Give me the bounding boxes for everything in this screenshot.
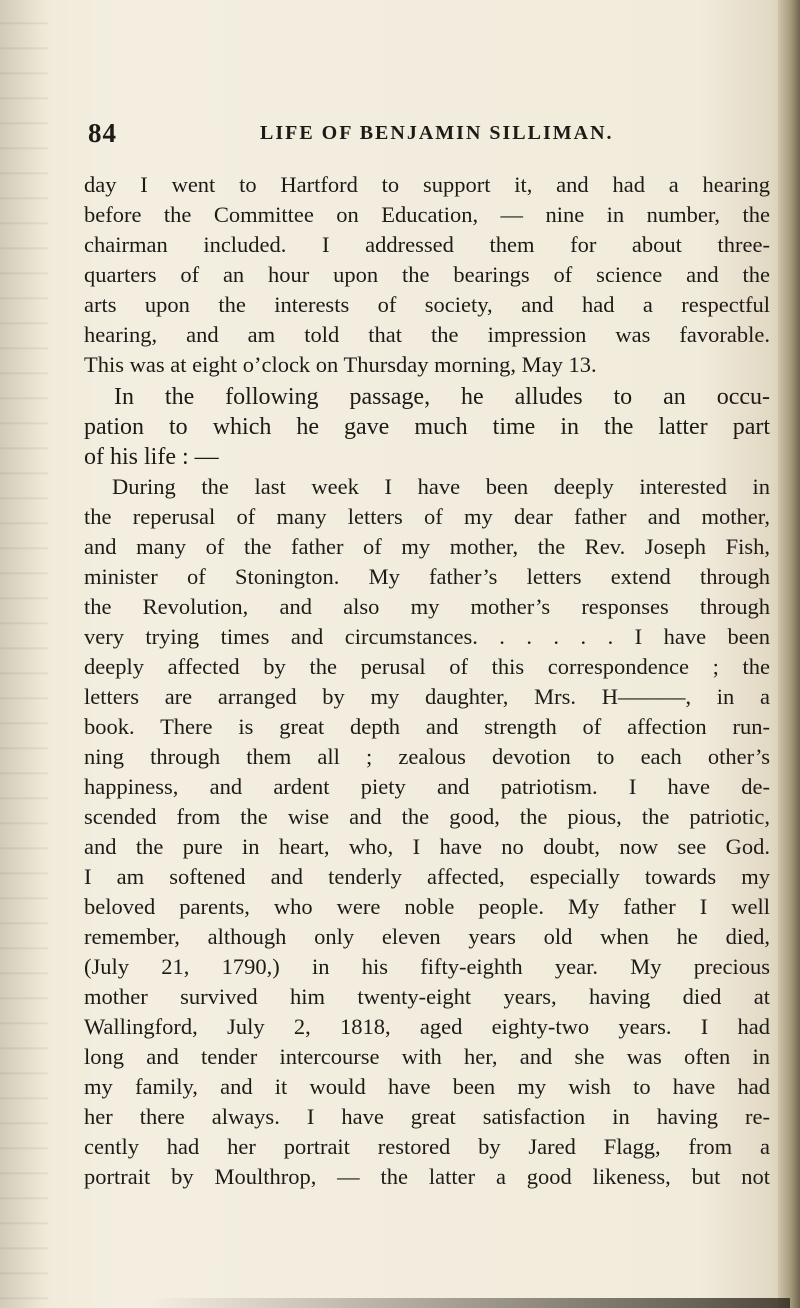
text-line: Wallingford, July 2, 1818, aged eighty-two years. I had	[84, 1014, 770, 1039]
paragraph-letter-excerpt	[84, 170, 770, 380]
page-number: 84	[88, 118, 117, 148]
text-line: letters are arranged by my daughter, Mrs. H———, in a	[84, 684, 770, 709]
text-line: beloved parents, who were noble people. My father I well	[84, 894, 770, 919]
text-line: scended from the wise and the good, the pious, the patriotic,	[84, 804, 770, 829]
text-line: before the Committee on Education, — nine in number, the	[84, 202, 770, 227]
text-line: of his life : —	[84, 444, 219, 470]
text-line: During the last week I have been deeply interested in	[112, 474, 770, 499]
page-edge-shadow	[778, 0, 800, 1308]
text-line: arts upon the interests of society, and had a respectful	[84, 292, 770, 317]
text-line: ning through them all ; zealous devotion to each other’s	[84, 744, 770, 769]
text-line: I am softened and tenderly affected, especially towards my	[84, 864, 770, 889]
text-line: very trying times and circumstances. . . . . . I have been	[84, 624, 770, 649]
text-line: chairman included. I addressed them for about three-	[84, 232, 770, 257]
text-line: book. There is great depth and strength of affection run-	[84, 714, 770, 739]
text-line: remember, although only eleven years old when he died,	[84, 924, 770, 949]
running-head: LIFE OF BENJAMIN SILLIMAN.	[260, 122, 614, 144]
text-line: my family, and it would have been my wish to have had	[84, 1074, 770, 1099]
paragraph-quoted-journal	[84, 472, 770, 1192]
text-line: cently had her portrait restored by Jared Flagg, from a	[84, 1134, 770, 1159]
text-line: minister of Stonington. My father’s letters extend through	[84, 564, 770, 589]
page-header	[60, 118, 770, 154]
text-line: quarters of an hour upon the bearings of science and the	[84, 262, 770, 287]
text-line: and the pure in heart, who, I have no doubt, now see God.	[84, 834, 770, 859]
paragraph-narration	[84, 382, 770, 472]
text-line: long and tender intercourse with her, and she was often in	[84, 1044, 770, 1069]
text-line: happiness, and ardent piety and patriotism. I have de-	[84, 774, 770, 799]
facing-page-bleed	[0, 0, 48, 1308]
text-line: portrait by Moulthrop, — the latter a good likeness, but not	[84, 1164, 770, 1189]
text-line: (July 21, 1790,) in his fifty-eighth year. My precious	[84, 954, 770, 979]
text-line: In the following passage, he alludes to an occu-	[114, 384, 770, 410]
page-bottom-shadow	[150, 1298, 790, 1308]
text-line: pation to which he gave much time in the latter part	[84, 414, 770, 440]
text-line: This was at eight o’clock on Thursday morning, May 13.	[84, 352, 597, 377]
text-line: and many of the father of my mother, the Rev. Joseph Fish,	[84, 534, 770, 559]
text-line: mother survived him twenty-eight years, having died at	[84, 984, 770, 1009]
text-line: her there always. I have great satisfaction in having re-	[84, 1104, 770, 1129]
text-line: the reperusal of many letters of my dear father and mother,	[84, 504, 770, 529]
text-line: the Revolution, and also my mother’s responses through	[84, 594, 770, 619]
text-line: hearing, and am told that the impression was favorable.	[84, 322, 770, 347]
text-line: deeply affected by the perusal of this correspondence ; the	[84, 654, 770, 679]
text-line: day I went to Hartford to support it, and had a hearing	[84, 172, 770, 197]
